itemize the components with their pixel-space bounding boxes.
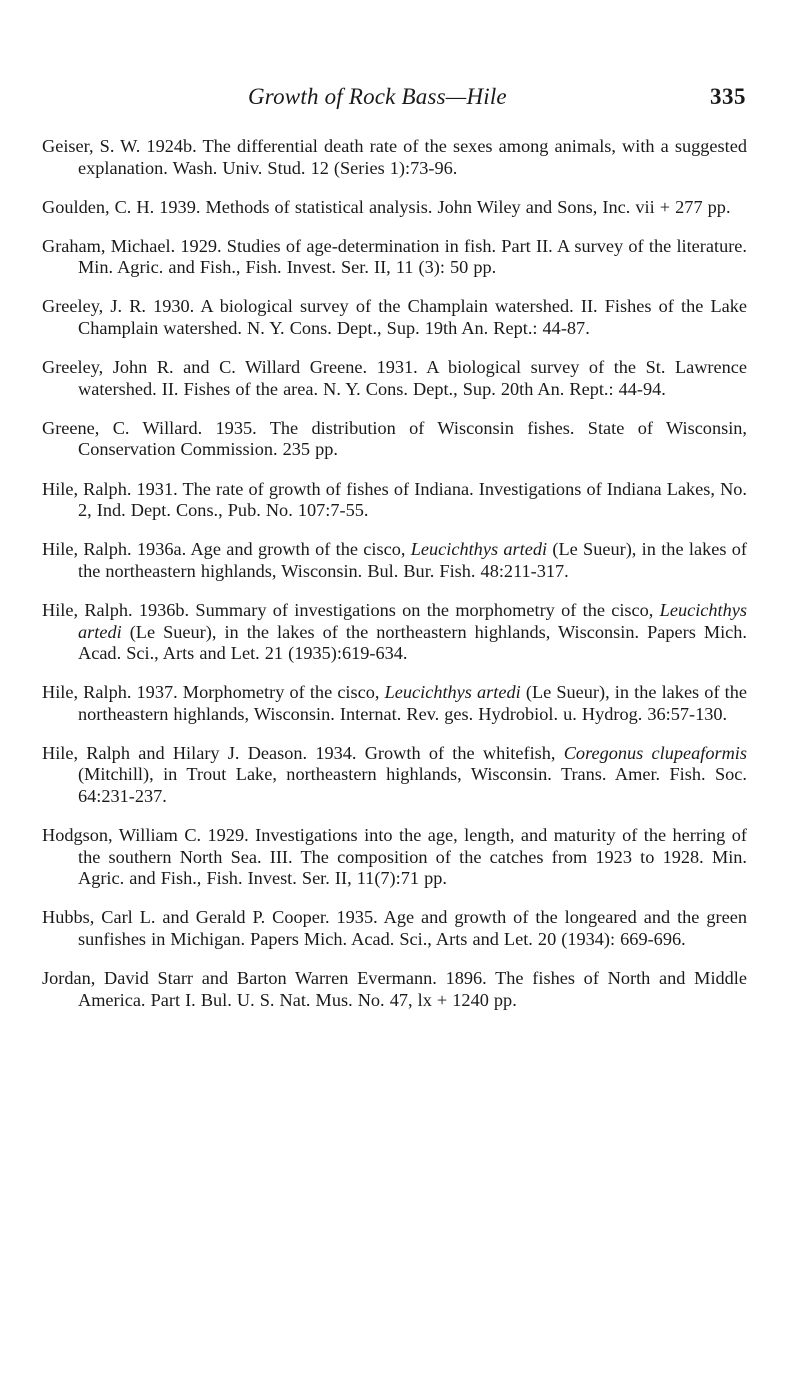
- reference-text: Greeley, J. R. 1930. A biological survey of the Champlain watershed. II. Fishes of the Lake Champlain watershed. N. Y. Cons. Dept., Sup. 19th An. Rept.: 44-87.: [42, 296, 747, 339]
- reference-text: (Le Sueur), in the lakes of the northeastern highlands, Wisconsin. Bul. Bur. Fish. 48:211-317.: [78, 539, 747, 581]
- reference-text: (Le Sueur), in the lakes of the northeastern highlands, Wisconsin. Internat. Rev. ges. Hydrobiol. u. Hydrog. 36:57-130.: [78, 682, 747, 724]
- reference-entry: [42, 357, 747, 400]
- reference-entry: [42, 968, 747, 1011]
- reference-entry: [42, 682, 747, 725]
- reference-entry: [42, 136, 747, 179]
- page-number: 335: [710, 84, 746, 109]
- reference-list: [42, 136, 747, 1029]
- reference-entry: [42, 600, 747, 665]
- running-head: [0, 84, 811, 114]
- reference-text: (Mitchill), in Trout Lake, northeastern highlands, Wisconsin. Trans. Amer. Fish. Soc. 64:231-237.: [78, 764, 747, 807]
- reference-text: Hile, Ralph. 1936a. Age and growth of the cisco,: [42, 539, 411, 560]
- reference-entry: [42, 907, 747, 950]
- reference-entry: [42, 197, 747, 219]
- running-title: Growth of Rock Bass—Hile: [248, 84, 507, 109]
- reference-text: Greene, C. Willard. 1935. The distribution of Wisconsin fishes. State of Wisconsin, Conservation Commission. 235 pp.: [42, 417, 747, 460]
- reference-species-name: Coregonus clupeaformis: [563, 742, 747, 763]
- reference-entry: [42, 825, 747, 890]
- reference-text: Goulden, C. H. 1939. Methods of statistical analysis. John Wiley and Sons, Inc. vii + 277 pp.: [42, 196, 731, 217]
- reference-text: Greeley, John R. and C. Willard Greene. 1931. A biological survey of the St. Lawrence watershed. II. Fishes of the area. N. Y. Cons. Dept., Sup. 20th An. Rept.: 44-94.: [42, 357, 747, 399]
- reference-text: Hile, Ralph and Hilary J. Deason. 1934. Growth of the whitefish,: [42, 742, 564, 763]
- reference-species-name: Leucichthys artedi: [410, 539, 548, 560]
- reference-text: Hile, Ralph. 1931. The rate of growth of fishes of Indiana. Investigations of Indiana Lakes, No. 2, Ind. Dept. Cons., Pub. No. 107:7-55.: [42, 478, 747, 521]
- reference-entry: [42, 743, 747, 808]
- reference-entry: [42, 418, 747, 461]
- reference-text: (Le Sueur), in the lakes of the northeastern highlands, Wisconsin. Papers Mich. Acad. Sci., Arts and Let. 21 (1935):619-634.: [78, 621, 747, 664]
- reference-entry: [42, 296, 747, 339]
- reference-text: Geiser, S. W. 1924b. The differential death rate of the sexes among animals, with a suggested explanation. Wash. Univ. Stud. 12 (Series 1):73-96.: [42, 136, 747, 178]
- reference-text: Hodgson, William C. 1929. Investigations into the age, length, and maturity of the herring of the southern North Sea. III. The composition of the catches from 1923 to 1928. Min. Agric. and Fish., Fish. Invest. Ser. II, 11(7):71 pp.: [42, 825, 747, 889]
- reference-entry: [42, 479, 747, 522]
- reference-species-name: Leucichthys artedi: [384, 682, 521, 703]
- reference-species-name: Leucichthys artedi: [78, 599, 747, 642]
- reference-text: Jordan, David Starr and Barton Warren Evermann. 1896. The fishes of North and Middle America. Part I. Bul. U. S. Nat. Mus. No. 47, lx + 1240 pp.: [42, 968, 747, 1010]
- reference-text: Hile, Ralph. 1937. Morphometry of the cisco,: [42, 682, 385, 703]
- reference-text: Hubbs, Carl L. and Gerald P. Cooper. 1935. Age and growth of the longeared and the green sunfishes in Michigan. Papers Mich. Acad. Sci., Arts and Let. 20 (1934): 669-696.: [42, 907, 747, 950]
- reference-entry: [42, 539, 747, 582]
- reference-entry: [42, 236, 747, 279]
- reference-text: Graham, Michael. 1929. Studies of age-determination in fish. Part II. A survey of the literature. Min. Agric. and Fish., Fish. Invest. Ser. II, 11 (3): 50 pp.: [42, 235, 747, 278]
- reference-text: Hile, Ralph. 1936b. Summary of investigations on the morphometry of the cisco,: [42, 599, 660, 620]
